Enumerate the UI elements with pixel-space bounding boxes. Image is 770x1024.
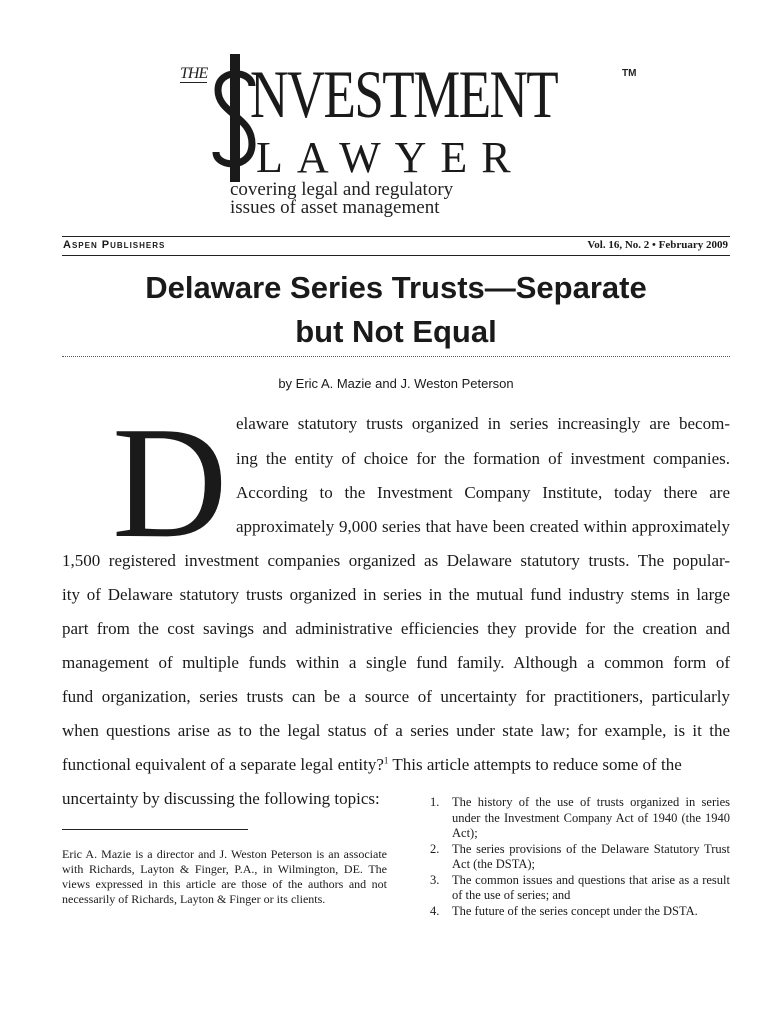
masthead-tagline-1: covering legal and regulatory xyxy=(230,179,454,200)
header-rule-bottom xyxy=(62,255,730,256)
body-line: elaware statutory trusts organized in series increasingly are becom- xyxy=(236,414,730,433)
body-line: management of multiple funds within a single fund family. Although a common form of xyxy=(62,653,730,672)
publisher-name: Aspen Publishers xyxy=(63,239,166,251)
header-rule-top xyxy=(62,236,730,237)
body-line: ing the entity of choice for the formation of investment companies. xyxy=(236,449,730,468)
masthead-the: THE xyxy=(180,65,208,82)
masthead-logo xyxy=(160,52,637,222)
list-item-text: The common issues and questions that arise as a result of the use of series; and xyxy=(452,872,730,902)
footnote-rule xyxy=(62,829,248,830)
body-line-text: functional equivalent of a separate legal entity? xyxy=(62,755,384,774)
body-line-tail: This article attempts to reduce some of the xyxy=(388,755,682,774)
list-item xyxy=(424,873,730,904)
body-line: fund organization, series trusts can be a source of uncertainty for practitioners, particularly xyxy=(62,687,730,706)
masthead-investment: NVESTMENT xyxy=(250,56,558,132)
list-item xyxy=(424,904,730,920)
list-item-number: 2. xyxy=(430,841,440,856)
issue-info: Vol. 16, No. 2 • February 2009 xyxy=(587,239,728,251)
drop-cap: D xyxy=(112,393,228,571)
title-divider xyxy=(62,356,730,357)
list-item xyxy=(424,795,730,842)
body-line: when questions arise as to the legal status of a series under state law; for example, is it the xyxy=(62,721,730,740)
body-line-with-footnote xyxy=(62,755,730,775)
body-line: 1,500 registered investment companies organized as Delaware statutory trusts. The popular- xyxy=(62,551,730,570)
masthead-tagline-2: issues of asset management xyxy=(230,197,440,218)
author-note: Eric A. Mazie is a director and J. Weston Peterson is an associate with Richards, Layton & Finger, P.A., in Wilmington, DE. The views expressed in this article are those of the authors and not necessarily of Richards, Layton & Finger or its clients. xyxy=(62,847,387,906)
masthead-lawyer: LAWYER xyxy=(256,133,525,182)
topics-list xyxy=(424,795,730,919)
list-item-text: The future of the series concept under the DSTA. xyxy=(452,903,698,918)
byline: by Eric A. Mazie and J. Weston Peterson xyxy=(278,376,514,391)
list-item xyxy=(424,842,730,873)
footnote-marker[interactable]: 1 xyxy=(383,755,389,766)
list-item-number: 1. xyxy=(430,795,440,809)
body-line: ity of Delaware statutory trusts organized in series in the mutual fund industry stems in large xyxy=(62,585,730,604)
trademark-symbol: TM xyxy=(622,68,637,79)
body-line: part from the cost savings and administrative efficiencies they provide for the creation and xyxy=(62,619,730,638)
list-item-number: 4. xyxy=(430,903,440,918)
list-item-number: 3. xyxy=(430,872,440,887)
body-line: uncertainty by discussing the following topics: xyxy=(62,789,380,808)
body-line: According to the Investment Company Institute, today there are xyxy=(236,483,730,502)
article-title-line-1: Delaware Series Trusts—Separate xyxy=(145,270,647,305)
body-line: approximately 9,000 series that have been created within approximately xyxy=(236,517,730,536)
article-title-line-2: but Not Equal xyxy=(295,314,497,349)
list-item-text: The series provisions of the Delaware Statutory Trust Act (the DSTA); xyxy=(452,841,730,871)
list-item-text: The history of the use of trusts organized in series under the Investment Company Act of 1940 (the 1940 Act); xyxy=(452,795,730,840)
